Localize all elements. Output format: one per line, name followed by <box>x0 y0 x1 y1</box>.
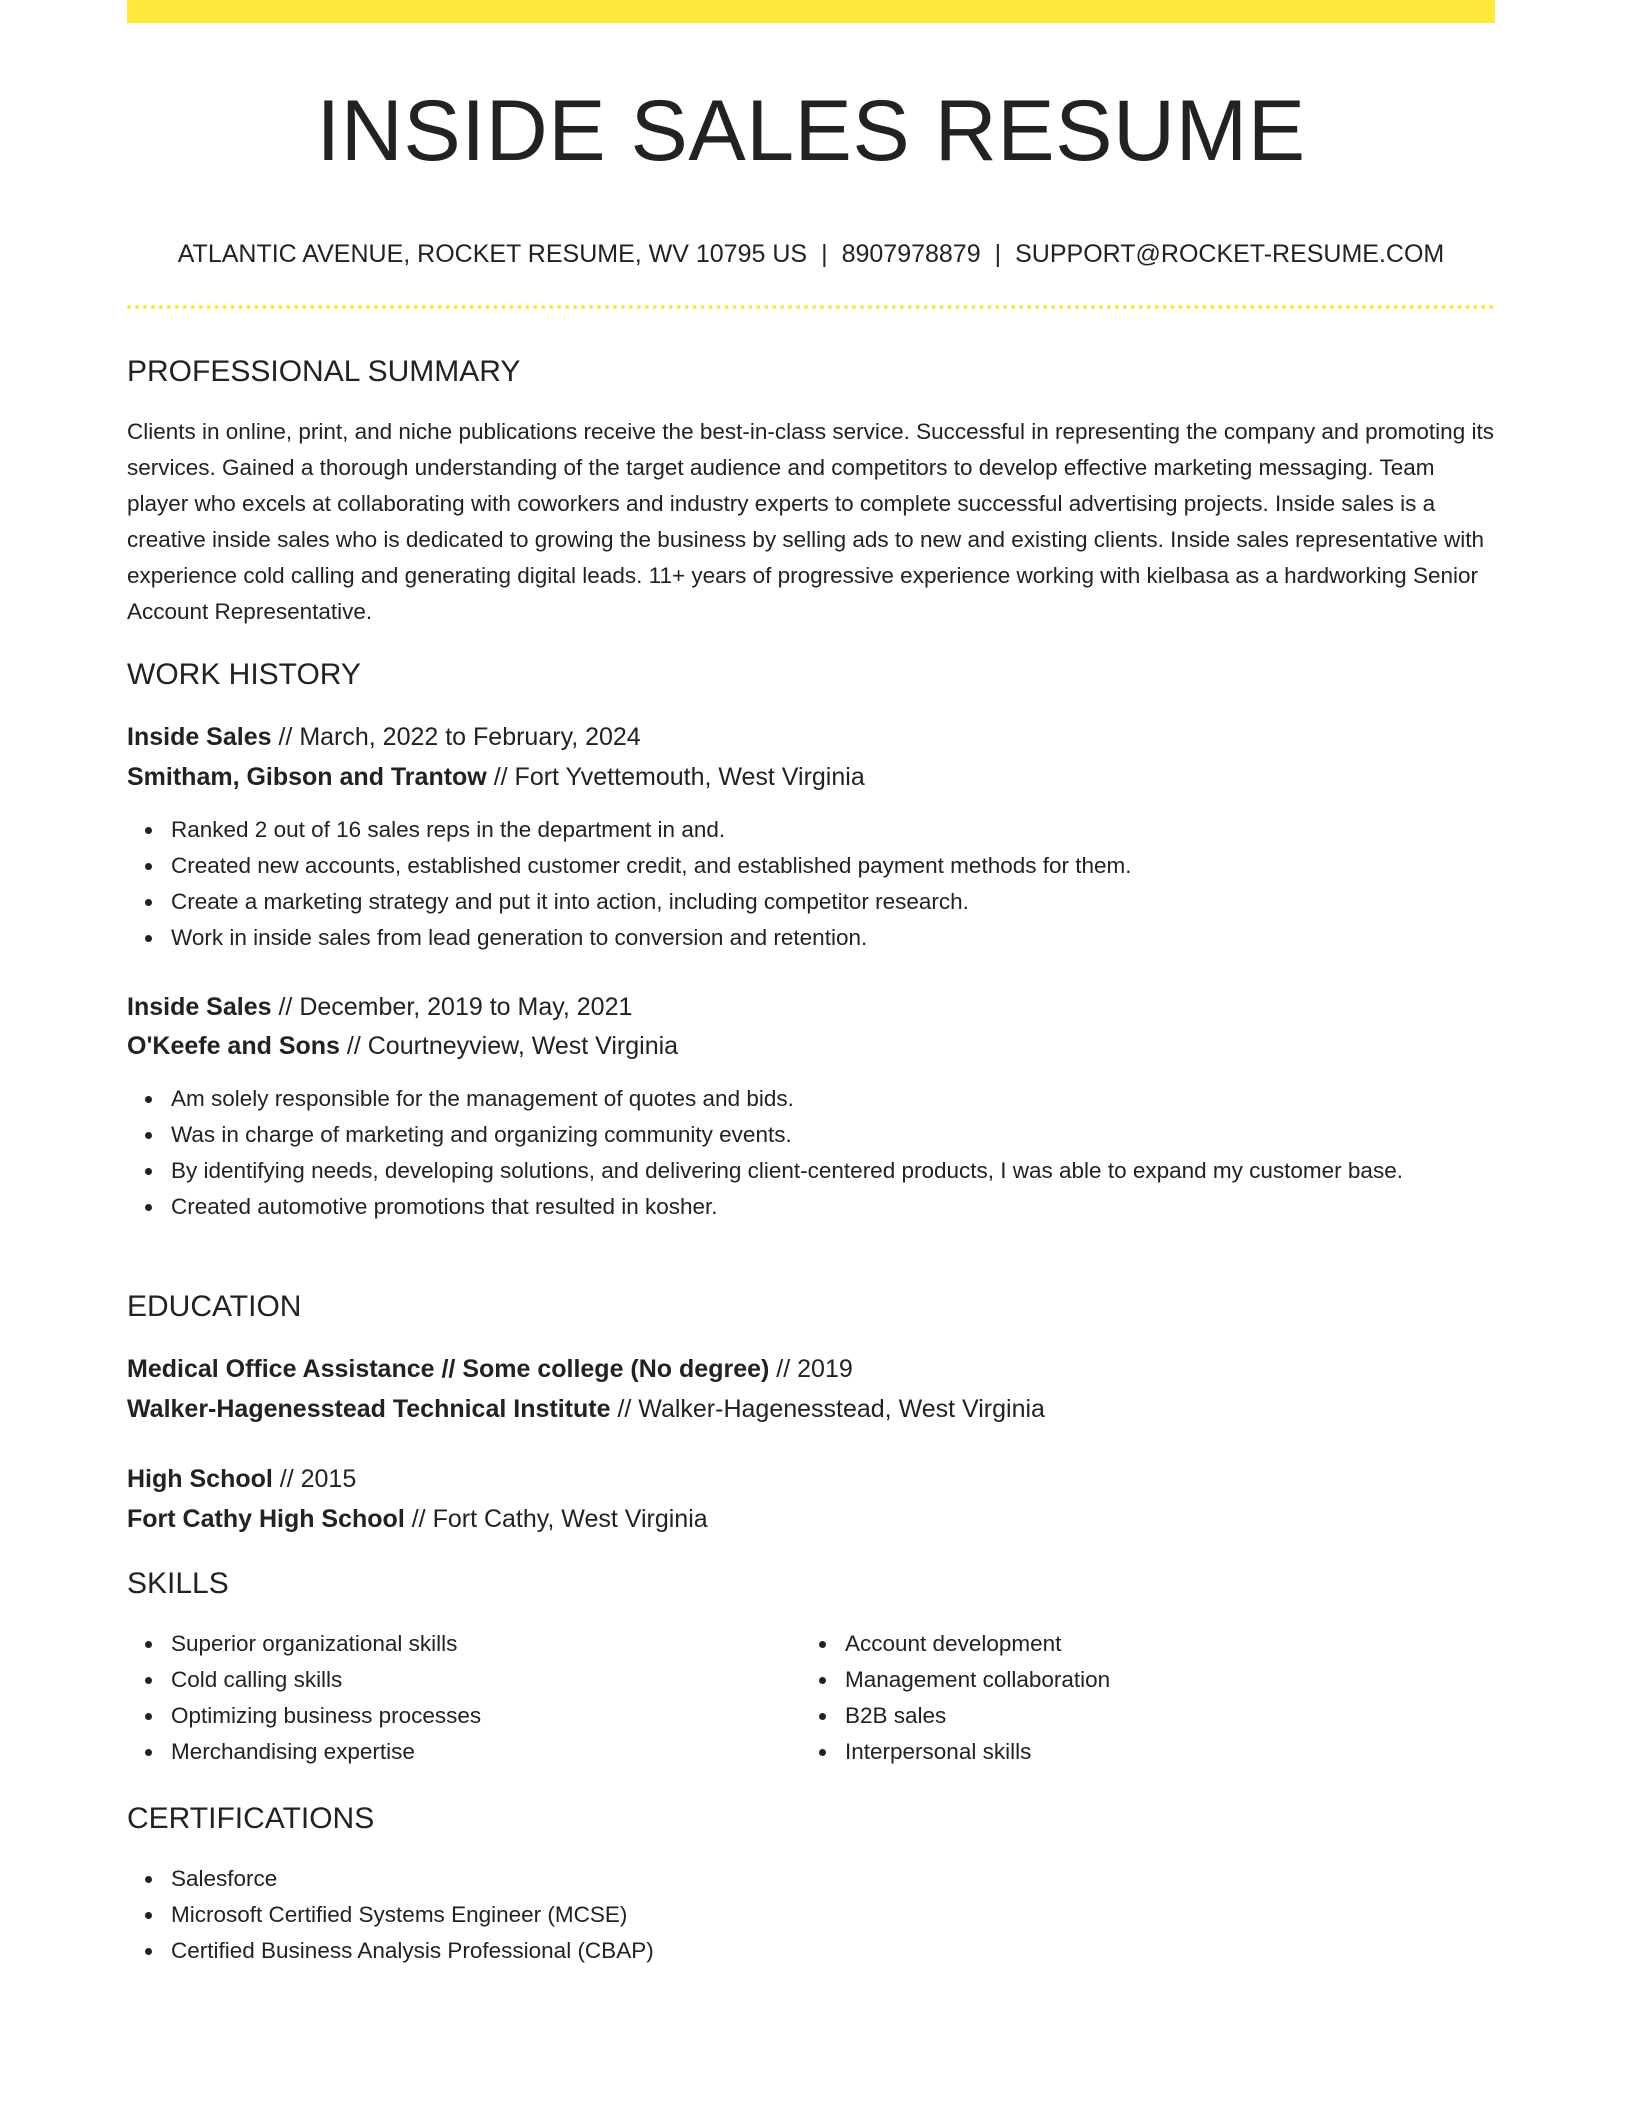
list-item: Certified Business Analysis Professional (CBAP) <box>171 1933 1539 1969</box>
job-company-line <box>127 757 865 797</box>
contact-separator: | <box>994 240 1002 268</box>
education-year: // 2019 <box>776 1355 853 1383</box>
summary-text: Clients in online, print, and niche publications receive the best-in-class service. Successful in representing the company and promoting its services. Gained a thorough understanding of the target audience and competitors to develop effective marketing messaging. Team player who excels at collaborating with coworkers and industry experts to complete successful advertising projects. Inside sales is a creative inside sales who is dedicated to growing the business by selling ads to new and existing clients. Inside sales representative with experience cold calling and generating digital leads. 11+ years of progressive experience working with kielbasa as a hardworking Senior Account Representative. <box>127 419 1494 624</box>
education-heading: EDUCATION <box>127 1290 302 1323</box>
list-item: B2B sales <box>845 1698 1632 1734</box>
education-degree-line <box>127 1459 356 1499</box>
skills-heading: SKILLS <box>127 1567 229 1600</box>
certifications-list <box>127 1861 1539 1969</box>
job-dates: // March, 2022 to February, 2024 <box>278 723 641 751</box>
certifications-heading: CERTIFICATIONS <box>127 1802 375 1835</box>
contact-separator: | <box>821 240 828 268</box>
education-degree: High School <box>127 1465 273 1493</box>
contact-line <box>127 234 1495 274</box>
list-item: Superior organizational skills <box>171 1626 1539 1662</box>
job-location: // Courtneyview, West Virginia <box>346 1032 679 1060</box>
skills-list-right <box>801 1626 1632 1770</box>
job-bullets <box>127 812 1539 956</box>
job-company: O'Keefe and Sons <box>127 1032 340 1060</box>
list-item: Account development <box>845 1626 1632 1662</box>
top-accent-bar <box>127 0 1495 23</box>
education-school-line <box>127 1499 708 1539</box>
list-item: Merchandising expertise <box>171 1734 1539 1770</box>
job-title-line <box>127 717 641 757</box>
education-year: // 2015 <box>279 1465 357 1493</box>
list-item: Created automotive promotions that resulted in kosher. <box>171 1189 1539 1225</box>
list-item: Created new accounts, established customer credit, and established payment methods for them. <box>171 848 1539 884</box>
job-company-line <box>127 1026 678 1066</box>
job-title: Inside Sales <box>127 993 272 1021</box>
list-item: Am solely responsible for the management of quotes and bids. <box>171 1081 1539 1117</box>
header-divider <box>127 305 1495 309</box>
education-degree: Medical Office Assistance // Some college (No degree) <box>127 1355 770 1383</box>
education-school: Fort Cathy High School <box>127 1505 405 1533</box>
contact-phone: 8907978879 <box>841 240 981 268</box>
education-school-line <box>127 1389 1045 1429</box>
work-history-heading: WORK HISTORY <box>127 658 361 691</box>
contact-address: ATLANTIC AVENUE, ROCKET RESUME, WV 10795 US <box>177 240 808 268</box>
job-title-line <box>127 987 632 1027</box>
list-item: Interpersonal skills <box>845 1734 1632 1770</box>
list-item: Management collaboration <box>845 1662 1632 1698</box>
job-title: Inside Sales <box>127 723 272 751</box>
job-bullets <box>127 1081 1539 1225</box>
job-dates: // December, 2019 to May, 2021 <box>278 993 633 1021</box>
list-item: Microsoft Certified Systems Engineer (MCSE) <box>171 1897 1539 1933</box>
list-item: Ranked 2 out of 16 sales reps in the department in and. <box>171 812 1539 848</box>
list-item: Work in inside sales from lead generation to conversion and retention. <box>171 920 1539 956</box>
summary-heading: PROFESSIONAL SUMMARY <box>127 355 521 388</box>
job-company: Smitham, Gibson and Trantow <box>127 763 487 791</box>
list-item: Create a marketing strategy and put it into action, including competitor research. <box>171 884 1539 920</box>
contact-email: SUPPORT@ROCKET-RESUME.COM <box>1015 240 1445 268</box>
list-item: Cold calling skills <box>171 1662 1539 1698</box>
resume-title: INSIDE SALES RESUME <box>316 83 1306 179</box>
education-school: Walker-Hagenesstead Technical Institute <box>127 1395 611 1423</box>
education-degree-line <box>127 1349 853 1389</box>
education-location: // Walker-Hagenesstead, West Virginia <box>617 1395 1045 1423</box>
job-location: // Fort Yvettemouth, West Virginia <box>493 763 865 791</box>
list-item: Was in charge of marketing and organizing community events. <box>171 1117 1539 1153</box>
list-item: By identifying needs, developing solutions, and delivering client-centered products, I was able to expand my customer base. <box>171 1153 1539 1189</box>
education-location: // Fort Cathy, West Virginia <box>411 1505 708 1533</box>
list-item: Salesforce <box>171 1861 1539 1897</box>
list-item: Optimizing business processes <box>171 1698 1539 1734</box>
